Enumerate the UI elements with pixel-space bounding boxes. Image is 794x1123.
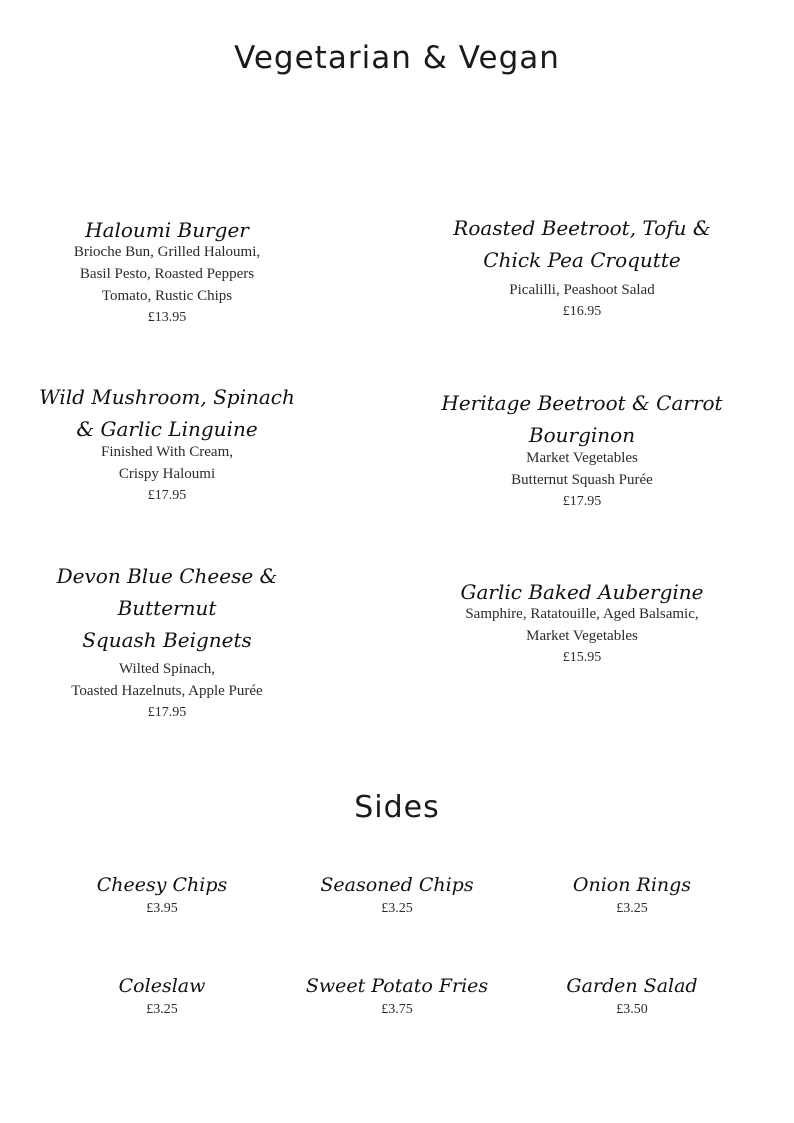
side-item-sweet-potato-fries bbox=[277, 973, 517, 1021]
dish-description-line: Basil Pesto, Roasted Peppers bbox=[79, 266, 255, 282]
dish-description-line: Finished With Cream, bbox=[100, 444, 234, 460]
dish-name-line: Bourginon bbox=[528, 423, 636, 447]
dish-description-line: Market Vegetables bbox=[526, 450, 638, 466]
side-name: Garden Salad bbox=[566, 975, 698, 997]
dish-description-line: Tomato, Rustic Chips bbox=[101, 288, 233, 304]
dish-price: £13.95 bbox=[147, 310, 187, 325]
dish-description-line: Toasted Hazelnuts, Apple Purée bbox=[71, 683, 263, 699]
dish-name-line: Heritage Beetroot & Carrot bbox=[441, 391, 723, 415]
menu-item-roasted-beetroot-tofu bbox=[432, 212, 732, 323]
side-item-cheesy-chips bbox=[62, 872, 262, 920]
side-name: Coleslaw bbox=[118, 975, 206, 997]
dish-name-line: & Garlic Linguine bbox=[76, 417, 258, 441]
dish-name-line: Chick Pea Croqutte bbox=[483, 248, 681, 272]
dish-price: £17.95 bbox=[147, 488, 187, 503]
side-item-onion-rings bbox=[532, 872, 732, 920]
dish-price: £16.95 bbox=[562, 304, 602, 319]
side-name: Sweet Potato Fries bbox=[305, 975, 489, 997]
dish-description-line: Crispy Haloumi bbox=[118, 466, 216, 482]
side-price: £3.75 bbox=[381, 1002, 413, 1017]
dish-name: Haloumi Burger bbox=[85, 218, 249, 242]
section-title-vegetarian: Vegetarian & Vegan bbox=[234, 40, 560, 76]
dish-price: £17.95 bbox=[562, 494, 602, 509]
dish-description-line: Samphire, Ratatouille, Aged Balsamic, bbox=[465, 606, 699, 622]
dish-description-line: Wilted Spinach, bbox=[118, 661, 216, 677]
side-price: £3.50 bbox=[616, 1002, 648, 1017]
side-name: Cheesy Chips bbox=[96, 874, 228, 896]
dish-name-line: Squash Beignets bbox=[82, 628, 252, 652]
menu-item-garlic-baked-aubergine bbox=[432, 576, 732, 669]
side-item-garden-salad bbox=[522, 973, 742, 1021]
dish-name-line: Roasted Beetroot, Tofu & bbox=[453, 216, 711, 240]
dish-price: £17.95 bbox=[147, 705, 187, 720]
side-item-coleslaw bbox=[62, 973, 262, 1021]
dish-description-line: Butternut Squash Purée bbox=[511, 472, 653, 488]
dish-description-line: Brioche Bun, Grilled Haloumi, bbox=[73, 244, 261, 260]
dish-price: £15.95 bbox=[562, 650, 602, 665]
dish-name-line: Devon Blue Cheese & Butternut bbox=[56, 564, 278, 620]
side-price: £3.25 bbox=[146, 1002, 178, 1017]
dish-description-line: Picalilli, Peashoot Salad bbox=[509, 282, 655, 298]
side-item-seasoned-chips bbox=[297, 872, 497, 920]
dish-name: Garlic Baked Aubergine bbox=[460, 580, 704, 604]
side-name: Seasoned Chips bbox=[320, 874, 474, 896]
section-title-sides: Sides bbox=[354, 790, 440, 825]
dish-name-line: Wild Mushroom, Spinach bbox=[39, 385, 295, 409]
menu-item-wild-mushroom-linguine bbox=[22, 381, 312, 507]
menu-item-heritage-beetroot-bourginon bbox=[427, 387, 737, 513]
side-name: Onion Rings bbox=[572, 874, 692, 896]
side-price: £3.25 bbox=[616, 901, 648, 916]
menu-item-haloumi-burger bbox=[32, 214, 302, 329]
dish-description-line: Market Vegetables bbox=[526, 628, 638, 644]
side-price: £3.25 bbox=[381, 901, 413, 916]
side-price: £3.95 bbox=[146, 901, 178, 916]
menu-item-devon-blue-cheese-beignets bbox=[12, 560, 322, 724]
